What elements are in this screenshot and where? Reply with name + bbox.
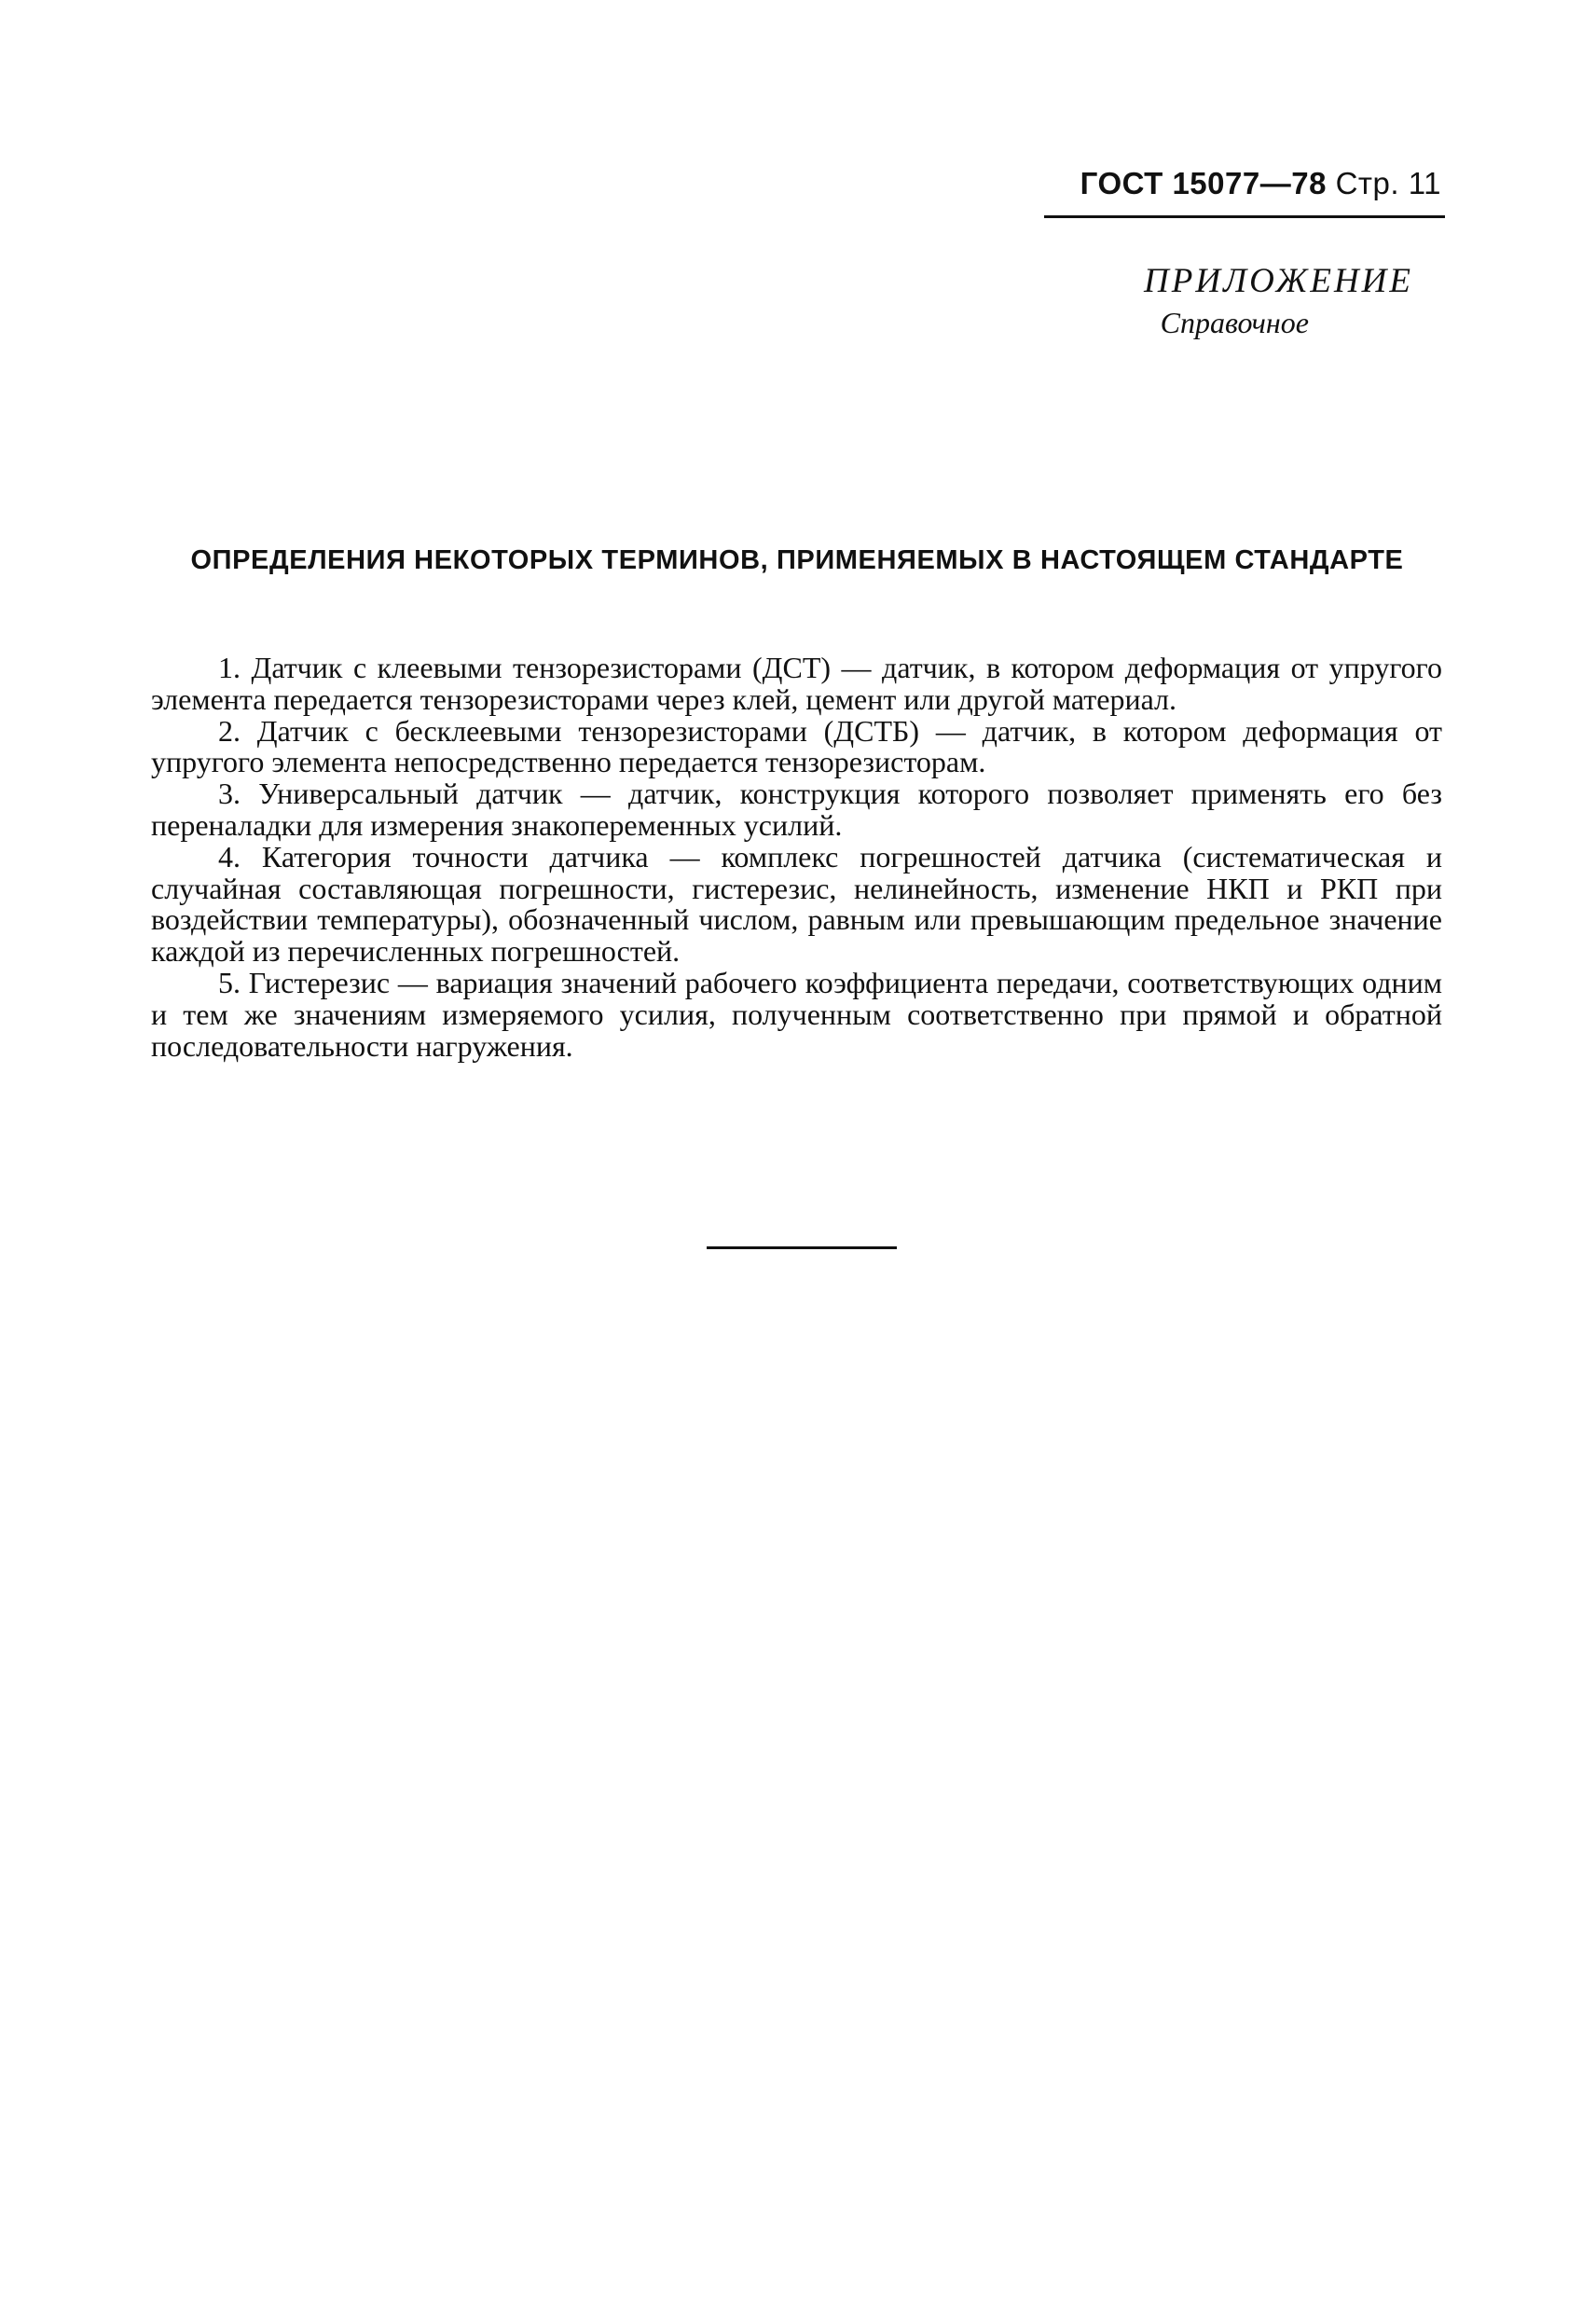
- page-number: Стр. 11: [1335, 166, 1441, 200]
- definition-item: 5. Гистерезис — вариация значений рабочего коэффициента передачи, соответствующих одним и тем же значениям измеряемого усилия, полученным соответственно при прямой и обратной последовательности нагружения.: [151, 965, 1442, 1063]
- header-underline: [1044, 215, 1445, 218]
- appendix-label: ПРИЛОЖЕНИЕ: [1144, 262, 1413, 300]
- definition-item: 2. Датчик с бесклеевыми тензорезисторами (ДСТБ) — датчик, в котором деформация от упругого элемента непосредственно передается тензорезисторам.: [151, 713, 1442, 779]
- definition-item: 1. Датчик с клеевыми тензорезисторами (ДСТ) — датчик, в котором деформация от упругого элемента передается тензорезисторами через клей, цемент или другой материал.: [151, 651, 1442, 716]
- standard-number: ГОСТ 15077—78: [1080, 166, 1327, 200]
- definition-item: 4. Категория точности датчика — комплекс погрешностей датчика (систематическая и случайная составляющая погрешности, гистерезис, нелинейность, изменение НКП и РКП при воздействии температуры), обозначенный числом, равным или превышающим предельное значение каждой из перечисленных погрешностей.: [151, 839, 1442, 969]
- appendix-type: Справочное: [1160, 306, 1309, 339]
- definitions-list: [151, 653, 1442, 1062]
- section-title: ОПРЕДЕЛЕНИЯ НЕКОТОРЫХ ТЕРМИНОВ, ПРИМЕНЯЕМЫХ В НАСТОЯЩЕМ СТАНДАРТЕ: [190, 545, 1404, 575]
- page-header: [1080, 166, 1441, 201]
- definition-item: 3. Универсальный датчик — датчик, конструкция которого позволяет применять его без переналадки для измерения знакопеременных усилий.: [151, 777, 1442, 842]
- end-divider: [707, 1246, 897, 1249]
